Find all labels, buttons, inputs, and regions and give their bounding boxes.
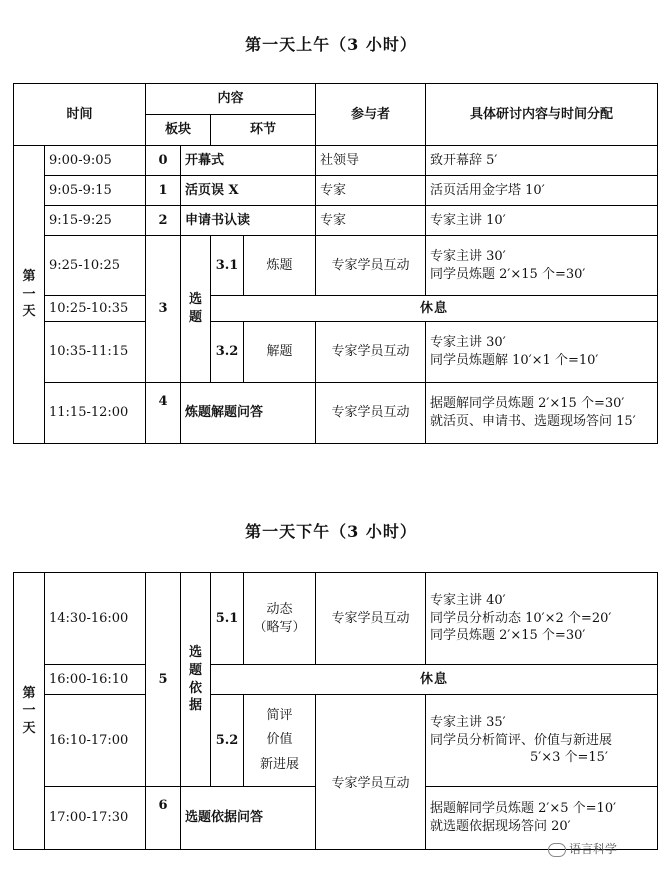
day-label (14, 573, 45, 850)
block-label-char: 选 (188, 645, 202, 661)
time-cell: 9:15-9:25 (45, 206, 146, 236)
segment-name: 炼题 (244, 236, 316, 296)
day-char: 第 (22, 685, 36, 701)
segment-number: 3.2 (211, 322, 244, 383)
detail-cell: 致开幕辞 5′ (426, 146, 658, 176)
segment-name-line: （略写） (253, 619, 306, 635)
detail-cell: 专家主讲 10′ (426, 206, 658, 236)
participants-cell: 社领导 (316, 146, 426, 176)
participants-cell: 专家学员互动 (316, 573, 426, 665)
time-cell: 10:25-10:35 (45, 296, 146, 322)
segment-name (244, 573, 316, 665)
block-number: 1 (146, 176, 181, 206)
time-cell: 16:10-17:00 (45, 695, 146, 787)
segment-name: 选题依据问答 (181, 787, 316, 850)
detail-line: 就活页、申请书、选题现场答问 15′ (430, 414, 636, 429)
rest-label: 休息 (211, 296, 658, 322)
time-cell: 9:05-9:15 (45, 176, 146, 206)
block-number: 3 (146, 236, 181, 383)
day-char: 第 (22, 269, 36, 285)
time-cell: 16:00-16:10 (45, 665, 146, 695)
detail-cell (426, 236, 658, 296)
detail-line: 专家主讲 40′ (430, 593, 506, 609)
block-label-char: 选 (189, 292, 203, 308)
participants-cell: 专家学员互动 (316, 695, 426, 850)
segment-name: 开幕式 (181, 146, 316, 176)
watermark-text: 语言科学 (569, 842, 618, 856)
detail-line: 同学员分析简评、价值与新进展 (430, 732, 613, 748)
day-char: 天 (22, 720, 36, 736)
segment-name-line: 新进展 (259, 756, 299, 772)
block-label (181, 236, 211, 383)
rest-label: 休息 (211, 665, 658, 695)
segment-name (244, 695, 316, 787)
block-label (181, 573, 211, 787)
block-number: 4 (146, 383, 181, 444)
afternoon-title: 第一天下午（3 小时） (245, 522, 417, 541)
day-char: 一 (22, 286, 36, 302)
detail-line: 5′×3 个=15′ (530, 750, 608, 766)
day-label (14, 146, 45, 444)
segment-number: 3.1 (211, 236, 244, 296)
detail-cell (426, 573, 658, 665)
time-cell: 17:00-17:30 (45, 787, 146, 850)
header-details: 具体研讨内容与时间分配 (426, 84, 658, 146)
detail-line: 专家主讲 30′ (430, 335, 506, 351)
time-cell: 9:00-9:05 (45, 146, 146, 176)
header-participants: 参与者 (316, 84, 426, 146)
detail-line: 同学员分析动态 10′×2 个=20′ (430, 610, 612, 626)
block-label-char: 据 (188, 698, 202, 714)
segment-number: 5.1 (211, 573, 244, 665)
wechat-icon (548, 843, 566, 857)
time-cell: 11:15-12:00 (45, 383, 146, 444)
participants-cell: 专家 (316, 206, 426, 236)
detail-cell: 活页活用金字塔 10′ (426, 176, 658, 206)
header-content: 内容 (146, 84, 316, 115)
morning-title: 第一天上午（3 小时） (245, 35, 417, 54)
participants-cell: 专家学员互动 (316, 236, 426, 296)
header-time: 时间 (14, 84, 146, 146)
detail-line: 同学员炼题 2′×15 个=30′ (430, 266, 586, 282)
segment-name: 活页误 X (181, 176, 316, 206)
detail-line: 同学员炼题解 10′×1 个=10′ (430, 353, 599, 368)
participants-cell: 专家 (316, 176, 426, 206)
segment-name: 解题 (244, 322, 316, 383)
day-char: 一 (22, 703, 36, 719)
day-char: 天 (22, 304, 36, 320)
segment-name: 申请书认读 (181, 206, 316, 236)
segment-name: 炼题解题问答 (181, 383, 316, 444)
segment-number: 5.2 (211, 695, 244, 787)
header-block: 板块 (146, 115, 211, 146)
block-label-char: 依 (188, 680, 202, 696)
block-number: 5 (146, 573, 181, 787)
detail-line: 据题解同学员炼题 2′×5 个=10′ (430, 801, 617, 817)
block-number: 6 (146, 787, 181, 850)
time-cell: 14:30-16:00 (45, 573, 146, 665)
detail-line: 专家主讲 30′ (430, 248, 506, 264)
detail-line: 专家主讲 35′ (430, 715, 506, 731)
block-number: 0 (146, 146, 181, 176)
participants-cell: 专家学员互动 (316, 383, 426, 444)
block-label-char: 题 (188, 662, 202, 678)
detail-cell (426, 787, 658, 850)
segment-name-line: 动态 (266, 601, 293, 617)
block-number: 2 (146, 206, 181, 236)
detail-cell (426, 322, 658, 383)
time-cell: 9:25-10:25 (45, 236, 146, 296)
detail-line: 据题解同学员炼题 2′×15 个=30′ (430, 396, 625, 412)
detail-line: 同学员炼题 2′×15 个=30′ (430, 628, 586, 644)
watermark (548, 840, 617, 857)
participants-cell: 专家学员互动 (316, 322, 426, 383)
detail-cell (426, 383, 658, 444)
segment-name-line: 价值 (266, 732, 293, 748)
detail-line: 就选题依据现场答问 20′ (430, 819, 571, 834)
detail-cell (426, 695, 658, 787)
afternoon-schedule-table (13, 572, 658, 850)
morning-schedule-table (13, 83, 658, 444)
segment-name-line: 简评 (266, 708, 293, 724)
time-cell: 10:35-11:15 (45, 322, 146, 383)
header-segment: 环节 (211, 115, 316, 146)
block-label-char: 题 (189, 310, 203, 325)
